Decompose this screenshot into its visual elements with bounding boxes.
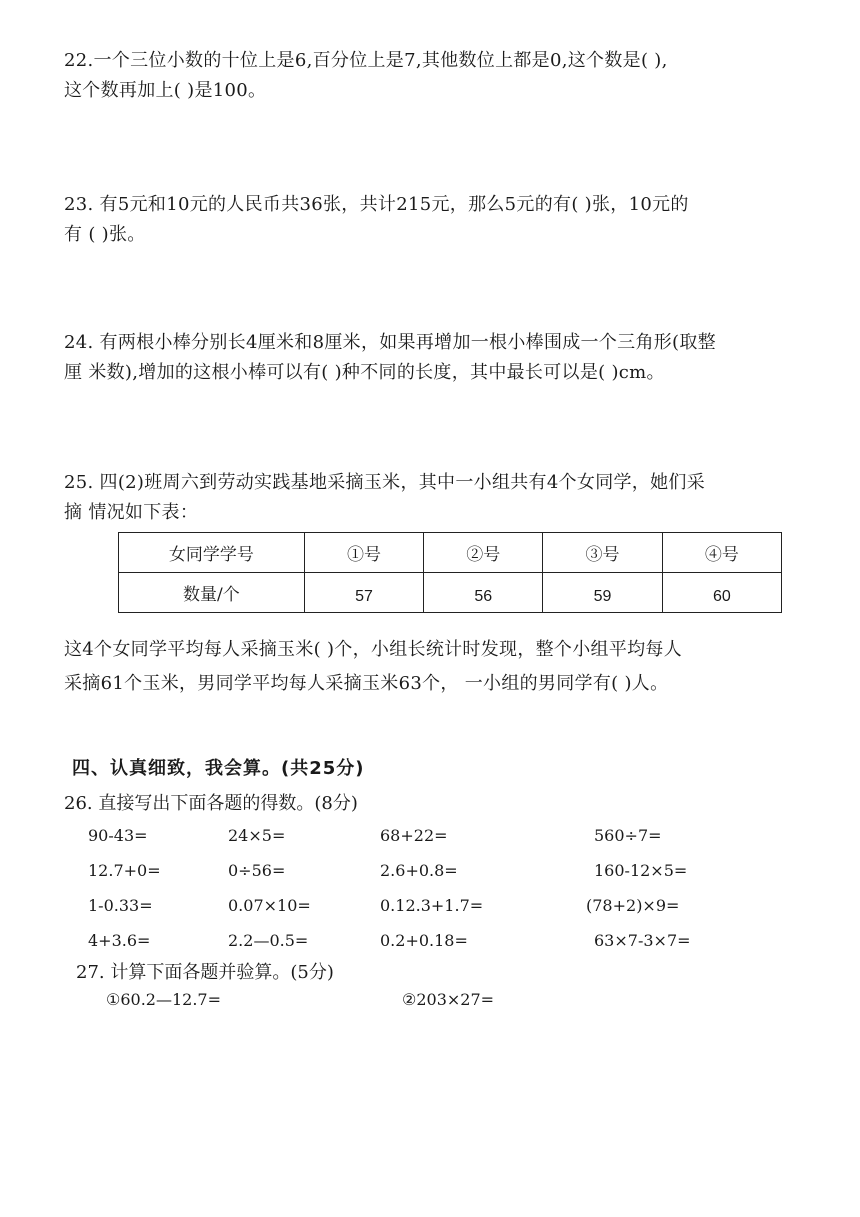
question-24-line-2: 厘 米数),增加的这根小棒可以有( )种不同的长度，其中最长可以是( )cm。	[64, 362, 665, 383]
question-25-line-1: 25. 四(2)班周六到劳动实践基地采摘玉米，其中一小组共有4个女同学，她们采	[64, 472, 705, 493]
table-header-label: 女同学学号	[119, 533, 305, 573]
question-22-line-1: 22.一个三位小数的十位上是6,百分位上是7,其他数位上都是0,这个数是( ),	[64, 50, 668, 71]
calc-item: 63×7-3×7=	[594, 931, 691, 950]
table-cell: 56	[424, 573, 543, 613]
table-header-cell: ③号	[543, 533, 662, 573]
table-header-cell: ②号	[424, 533, 543, 573]
calc-item: 0.07×10=	[228, 896, 311, 915]
table-cell: 60	[662, 573, 781, 613]
calc-item: 12.7+0=	[88, 861, 161, 880]
question-22	[64, 46, 829, 106]
question-23-line-2: 有 ( )张。	[64, 224, 146, 245]
question-25-followup	[64, 633, 829, 701]
question-24-line-1: 24. 有两根小棒分别长4厘米和8厘米，如果再增加一根小棒围成一个三角形(取整	[64, 332, 716, 353]
section-4-heading: 四、认真细致，我会算。(共25分)	[72, 758, 365, 779]
question-23	[64, 190, 829, 250]
question-22-line-2: 这个数再加上( )是100。	[64, 80, 267, 101]
table-header-cell: ①号	[304, 533, 423, 573]
table-cell: 57	[304, 573, 423, 613]
question-26-title: 26. 直接写出下面各题的得数。(8分)	[64, 793, 358, 814]
calc-item: 1-0.33=	[88, 896, 153, 915]
calc-item: 160-12×5=	[594, 861, 688, 880]
calc-item: 0÷56=	[228, 861, 286, 880]
table-row	[119, 573, 782, 613]
calc-item: 4+3.6=	[88, 931, 151, 950]
question-25	[64, 468, 829, 528]
verify-calc-item: ①60.2—12.7=	[106, 990, 221, 1009]
question-25-after-line-1: 这4个女同学平均每人采摘玉米( )个，小组长统计时发现，整个小组平均每人	[64, 639, 683, 660]
table-cell: 59	[543, 573, 662, 613]
question-25-after-line-2: 采摘61个玉米，男同学平均每人采摘玉米63个， 一小组的男同学有( )人。	[64, 673, 669, 694]
calc-item: 0.12.3+1.7=	[380, 896, 484, 915]
calc-item: 2.2—0.5=	[228, 931, 309, 950]
question-24	[64, 328, 829, 388]
verify-calc-item: ②203×27=	[402, 990, 495, 1009]
calc-item: 90-43=	[88, 826, 148, 845]
calc-item: 0.2+0.18=	[380, 931, 468, 950]
question-23-line-1: 23. 有5元和10元的人民币共36张，共计215元，那么5元的有( )张，10元的	[64, 194, 689, 215]
table-row-label: 数量/个	[119, 573, 305, 613]
harvest-table	[118, 532, 782, 613]
question-25-line-2: 摘 情况如下表：	[64, 502, 199, 523]
calc-item: 68+22=	[380, 826, 448, 845]
calc-item: (78+2)×9=	[586, 896, 680, 915]
question-27-title: 27. 计算下面各题并验算。(5分)	[76, 962, 334, 983]
calc-item: 24×5=	[228, 826, 286, 845]
calc-item: 2.6+0.8=	[380, 861, 458, 880]
calc-item: 560÷7=	[594, 826, 662, 845]
table-header-row	[119, 533, 782, 573]
table-header-cell: ④号	[662, 533, 781, 573]
